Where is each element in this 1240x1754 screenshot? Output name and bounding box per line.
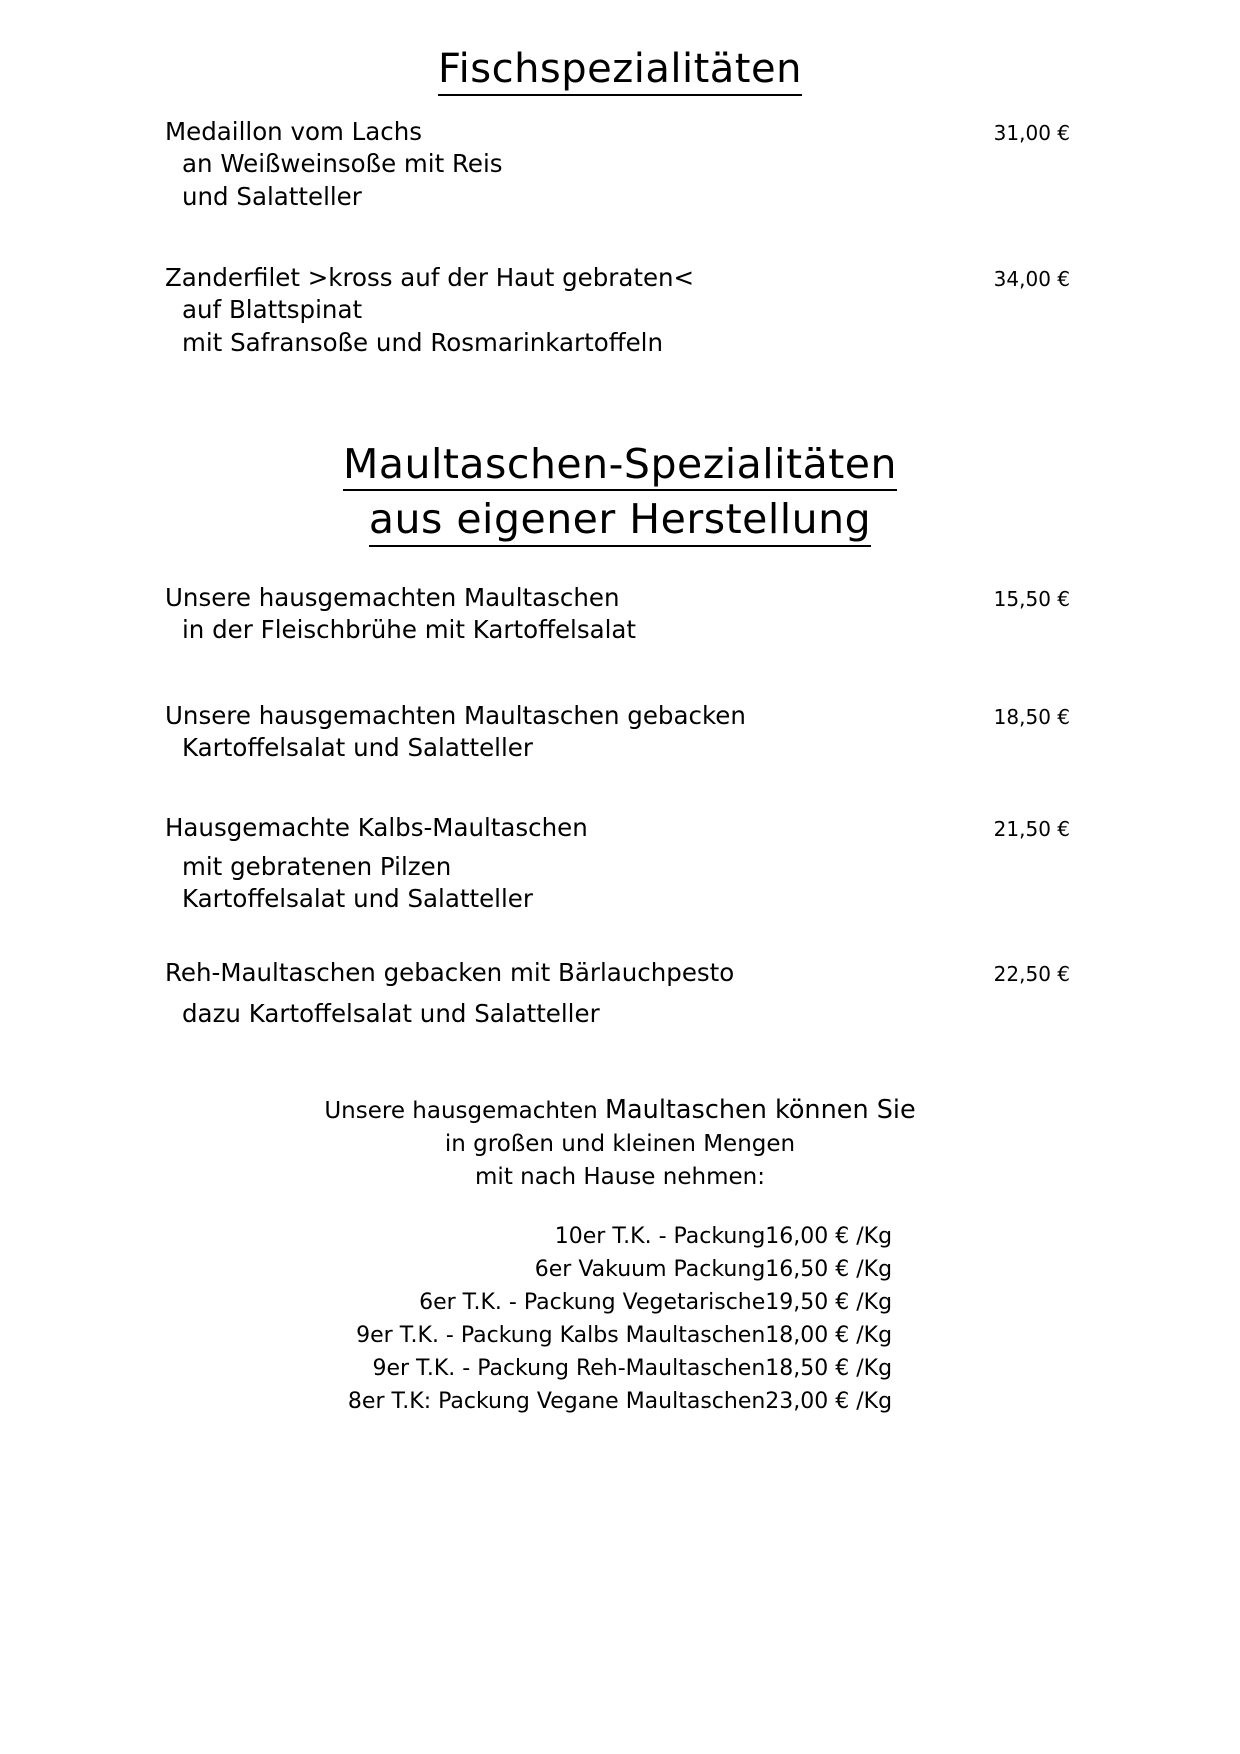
menu-item-price: 22,50 € (993, 962, 1070, 987)
menu-item-description-line: in der Fleischbrühe mit Kartoffelsalat (182, 615, 637, 645)
menu-item-title: Unsere hausgemachten Maultaschen gebacken (165, 700, 746, 730)
table-row (348, 1220, 892, 1253)
menu-item (165, 116, 1070, 213)
menu-item-description-line: und Salatteller (182, 181, 362, 211)
package-price: 16,50 € /Kg (765, 1257, 893, 1282)
package-name: 9er T.K. - Packung Kalbs Maultaschen (356, 1323, 766, 1348)
section-heading-maultaschen-line1-wrap (0, 440, 1240, 491)
table-row (348, 1253, 892, 1286)
table-row (348, 1352, 892, 1385)
menu-item-header (165, 582, 1070, 614)
menu-item-description-line: Kartoffelsalat und Salatteller (182, 883, 533, 913)
menu-item (165, 957, 1070, 1030)
menu-item-price: 15,50 € (993, 587, 1070, 611)
package-price-grid (348, 1220, 892, 1418)
menu-item-description-line: an Weißweinsoße mit Reis (182, 149, 503, 179)
menu-item-title: Unsere hausgemachten Maultaschen (165, 583, 620, 612)
package-name: 9er T.K. - Packung Reh-Maultaschen (372, 1356, 766, 1381)
section-heading-maultaschen-line2-wrap (0, 495, 1240, 546)
package-price: 16,00 € /Kg (765, 1224, 893, 1249)
package-price: 23,00 € /Kg (765, 1389, 893, 1414)
menu-item-description-line: Kartoffelsalat und Salatteller (182, 732, 533, 762)
menu-item-header (165, 700, 1070, 732)
menu-item-header (165, 262, 1070, 294)
menu-item-list-fisch (165, 116, 1070, 359)
section-heading-maultaschen-line2: aus eigener Herstellung (369, 495, 871, 546)
package-name: 6er T.K. - Packung Vegetarische (419, 1290, 766, 1315)
table-row (348, 1385, 892, 1418)
menu-item-title: Reh-Maultaschen gebacken mit Bärlauchpesto (165, 958, 735, 988)
menu-item-price: 31,00 € (993, 121, 1070, 145)
table-row (348, 1319, 892, 1352)
menu-item (165, 700, 1070, 765)
section-heading-fisch (0, 46, 1240, 96)
takeaway-note-line: in großen und kleinen Mengen (444, 1131, 796, 1158)
menu-item-price: 21,50 € (993, 817, 1070, 842)
takeaway-note-line: mit nach Hause nehmen: (475, 1163, 765, 1190)
takeaway-note (0, 1092, 1240, 1194)
package-price: 19,50 € /Kg (765, 1290, 893, 1315)
package-name: 10er T.K. - Packung (554, 1224, 766, 1249)
package-name: 8er T.K: Packung Vegane Maultaschen (347, 1389, 766, 1414)
package-name: 6er Vakuum Packung (534, 1257, 766, 1282)
menu-item (165, 582, 1070, 647)
menu-item (165, 812, 1070, 915)
menu-item-header (165, 812, 1070, 844)
menu-item-title: Medaillon vom Lachs (165, 117, 423, 146)
package-price-table (0, 1220, 1240, 1418)
takeaway-note-line1-part2: Maultaschen können Sie (605, 1095, 916, 1125)
menu-item-description-line: auf Blattspinat (182, 295, 363, 325)
menu-item-header (165, 116, 1070, 148)
section-heading-maultaschen-line1: Maultaschen-Spezialitäten (343, 440, 897, 491)
menu-item-header (165, 957, 1070, 989)
takeaway-note-line1-part1: Unsere hausgemachten (324, 1098, 606, 1124)
menu-item-price: 34,00 € (993, 266, 1070, 291)
table-row (348, 1286, 892, 1319)
menu-item-title: Zanderfilet >kross auf der Haut gebraten< (165, 262, 695, 292)
package-price: 18,50 € /Kg (765, 1356, 893, 1381)
takeaway-note-line (0, 1092, 1240, 1128)
menu-item-title: Hausgemachte Kalbs-Maultaschen (165, 813, 588, 843)
menu-item-description-line: mit gebratenen Pilzen (182, 851, 452, 881)
menu-item-list-maultaschen (165, 582, 1070, 1030)
section-heading-fisch-text: Fischspezialitäten (438, 46, 802, 96)
menu-item (165, 262, 1070, 359)
menu-item-description-line: dazu Kartoffelsalat und Salatteller (182, 998, 600, 1028)
menu-item-price: 18,50 € (993, 704, 1070, 729)
section-heading-maultaschen (0, 440, 1240, 547)
package-price: 18,00 € /Kg (765, 1323, 893, 1348)
menu-item-description-line: mit Safransoße und Rosmarinkartoffeln (182, 327, 664, 357)
